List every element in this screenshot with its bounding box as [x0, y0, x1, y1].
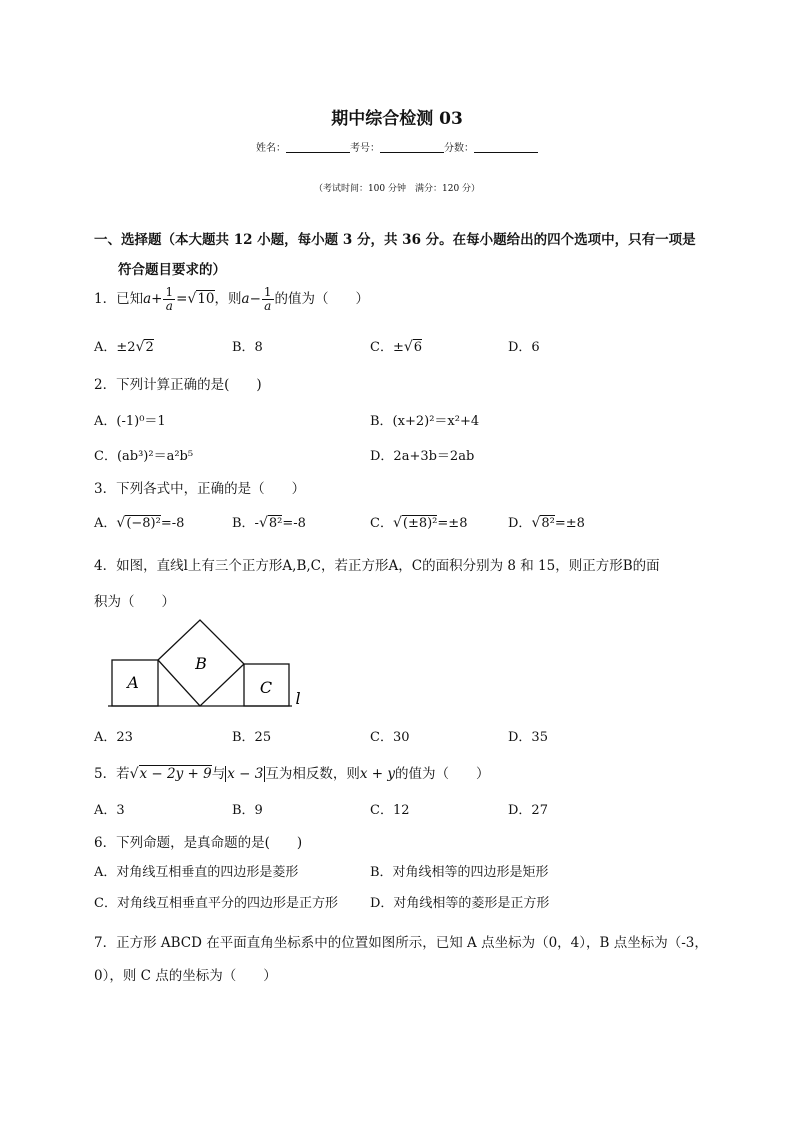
q5-option-d: D．27	[508, 803, 548, 818]
q2-option-d: D．2a+3b＝2ab	[370, 449, 475, 464]
label-c: C	[259, 678, 273, 697]
q3-option-a: A．√(−8)²=-8	[94, 515, 185, 531]
q4-option-c: C．30	[370, 730, 410, 745]
label-b: B	[195, 654, 207, 673]
q1-fraction-2: $\frac{1}{a}$	[263, 285, 272, 313]
q5-option-c: C．12	[370, 803, 410, 818]
q2-option-b: B．(x+2)²＝x²+4	[370, 414, 480, 429]
q1-option-c: C．±√6	[370, 339, 423, 355]
q5-option-a: A．3	[94, 803, 125, 818]
question-3-stem: 3．下列各式中，正确的是（ ）	[94, 481, 306, 497]
q1-option-d: D．6	[508, 340, 540, 355]
q2-option-c: C．(ab³)²＝a²b⁵	[94, 449, 194, 464]
section-heading-line2: 符合题目要求的）	[118, 262, 226, 278]
question-5-stem: 5．若√x − 2y + 9与 x − 3 互为相反数，则x + y的值为（ ）	[94, 766, 490, 782]
q1-option-a: A．±2√2	[94, 339, 154, 355]
q6-option-c: C．对角线互相垂直平分的四边形是正方形	[94, 896, 338, 911]
q3-option-b: B．-√8²=-8	[232, 515, 306, 531]
name-blank	[286, 142, 350, 153]
q2-option-a: A．(-1)⁰＝1	[94, 414, 166, 429]
q6-option-b: B．对角线相等的四边形是矩形	[370, 865, 549, 880]
label-a: A	[127, 673, 139, 692]
q6-option-d: D．对角线相等的菱形是正方形	[370, 896, 550, 911]
squares-on-line-figure	[108, 612, 308, 712]
q4-option-b: B．25	[232, 730, 272, 745]
q4-option-a: A．23	[94, 730, 133, 745]
score-label: 分数：	[444, 143, 474, 154]
question-4-line2: 积为（ ）	[94, 594, 175, 610]
question-4-line1: 4．如图，直线l上有三个正方形A,B,C，若正方形A，C的面积分别为 8 和 15，则正方形B的面	[94, 558, 660, 574]
question-1-stem: 1．已知a+ $\frac{1}{a}$ =√10，则a− $\frac{1}{a}$ 的值为（ ）	[94, 285, 370, 313]
q3-option-d: D．√8²=±8	[508, 515, 585, 531]
q3-option-c: C．√(±8)²=±8	[370, 515, 468, 531]
q1-prefix: 1．已知	[94, 291, 144, 307]
student-info-line	[0, 139, 794, 154]
question-6-stem: 6．下列命题，是真命题的是( )	[94, 835, 303, 851]
q5-option-b: B．9	[232, 803, 263, 818]
label-l: l	[295, 689, 301, 708]
exam-no-blank	[380, 142, 444, 153]
exam-note: （考试时间：100 分钟 满分：120 分）	[313, 184, 481, 194]
exam-no-label: 考号：	[350, 143, 380, 154]
q1-option-b: B．8	[232, 340, 263, 355]
q5-sqrt-expr: x − 2y + 9	[139, 766, 212, 782]
question-2-stem: 2．下列计算正确的是( )	[94, 377, 262, 393]
q1-var-a: a	[143, 291, 152, 307]
section-heading-line1: 一、选择题（本大题共 12 小题，每小题 3 分，共 36 分。在每小题给出的四个选项中，只有一项是	[94, 232, 696, 248]
q4-option-d: D．35	[508, 730, 548, 745]
q1-sqrt-10: 10	[197, 291, 215, 307]
score-blank	[474, 142, 538, 153]
question-7-line1: 7．正方形 ABCD 在平面直角坐标系中的位置如图所示，已知 A 点坐标为（0，4），B 点坐标为（-3，	[94, 935, 708, 951]
page-title: 期中综合检测 03	[331, 109, 463, 129]
q5-abs-expr: x − 3	[227, 766, 264, 782]
question-7-line2: 0），则 C 点的坐标为（ ）	[94, 968, 277, 984]
q6-option-a: A．对角线互相垂直的四边形是菱形	[94, 865, 299, 880]
q1-fraction-1: $\frac{1}{a}$	[165, 285, 174, 313]
name-label: 姓名：	[256, 143, 286, 154]
